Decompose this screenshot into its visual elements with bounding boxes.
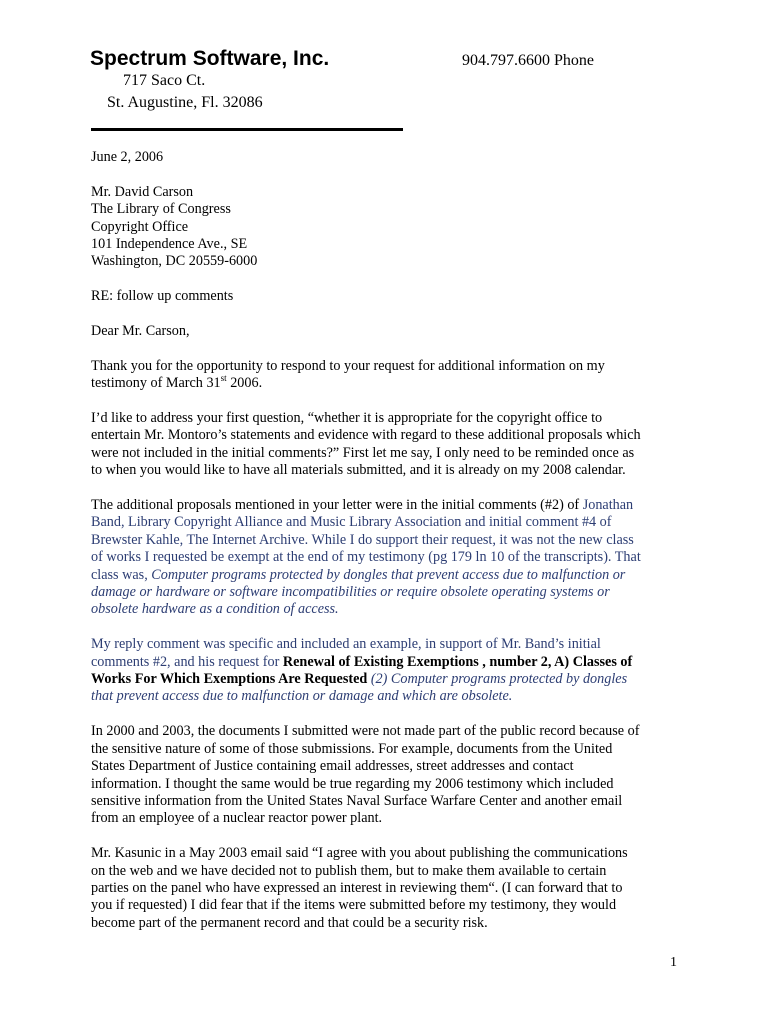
text-run-bold: Works For Which Exemptions Are Requested — [91, 671, 368, 688]
subject-text: RE: follow up comments — [91, 288, 234, 305]
subject-line — [91, 288, 691, 305]
paragraph-5 — [91, 723, 691, 827]
paragraph-line: sensitive information from the United States Naval Surface Warfare Center and another email — [91, 792, 623, 809]
paragraph-line — [91, 671, 691, 688]
paragraph-line: become part of the permanent record and that could be a security risk. — [91, 914, 488, 931]
text-run: comments #2, and his request for — [91, 653, 283, 670]
paragraph-line: My reply comment was specific and included an example, in support of Mr. Band’s initial — [91, 636, 601, 653]
paragraph-line: of works I requested be exempt at the end of my testimony (pg 179 ln 10 of the transcripts). That — [91, 549, 641, 566]
paragraph-line: information. I thought the same would be true regarding my 2006 testimony which included — [91, 775, 614, 792]
letter-date — [91, 149, 691, 166]
recipient-block — [91, 184, 691, 271]
paragraph-6 — [91, 845, 691, 932]
text-run-italic: (2) Computer programs protected by dongles — [367, 671, 628, 688]
paragraph-line: the sensitive nature of some of those submissions. For example, documents from the United — [91, 740, 613, 757]
page-number: 1 — [670, 955, 677, 970]
recipient-line: Copyright Office — [91, 218, 189, 235]
paragraph-line: that prevent access due to malfunction or damage and which are obsolete. — [91, 688, 513, 705]
paragraph-2 — [91, 410, 691, 480]
paragraph-line: parties on the panel who have expressed an interest in reviewing them“. (I can forward that to — [91, 879, 623, 896]
salutation-text: Dear Mr. Carson, — [91, 323, 190, 340]
paragraph-3 — [91, 497, 691, 619]
salutation — [91, 323, 691, 340]
paragraph-line: obsolete hardware as a condition of access. — [91, 601, 339, 618]
paragraph-line: States Department of Justice containing email addresses, street addresses and contact — [91, 758, 574, 775]
paragraph-line: entertain Mr. Montoro’s statements and evidence with regard to these additional proposals which — [91, 427, 641, 444]
paragraph-line: In 2000 and 2003, the documents I submitted were not made part of the public record because of — [91, 723, 640, 740]
paragraph-line: on the web and we have decided not to publish them, but to make them available to certain — [91, 862, 607, 879]
company-phone: 904.797.6600 Phone — [462, 52, 594, 69]
text-run: testimony of March 31 — [91, 375, 221, 392]
paragraph-line: I’d like to address your first question, “whether it is appropriate for the copyright office to — [91, 410, 603, 427]
paragraph-line — [91, 654, 691, 671]
recipient-line: Washington, DC 20559-6000 — [91, 253, 258, 270]
company-address-line2: St. Augustine, Fl. 32086 — [107, 94, 263, 111]
paragraph-line: damage or hardware or software incompatibilities or require obsolete operating systems or — [91, 584, 610, 601]
paragraph-line: from an employee of a nuclear reactor power plant. — [91, 810, 383, 827]
paragraph-line — [91, 567, 691, 584]
paragraph-1 — [91, 358, 691, 393]
paragraph-line: were not included in the initial comments?” First let me say, I only need to be reminded once as — [91, 444, 635, 461]
company-name: Spectrum Software, Inc. — [90, 47, 330, 70]
text-run: The additional proposals mentioned in your letter were in the initial comments (#2) of — [91, 497, 583, 514]
paragraph-line: Thank you for the opportunity to respond to your request for additional information on my — [91, 357, 605, 374]
text-run-bold: Renewal of Existing Exemptions , number 2, A) Classes of — [282, 653, 633, 670]
paragraph-line: Band, Library Copyright Alliance and Music Library Association and initial comment #4 of — [91, 514, 612, 531]
text-run: 2006. — [226, 375, 263, 392]
paragraph-4 — [91, 636, 691, 706]
date-text: June 2, 2006 — [91, 149, 164, 165]
recipient-line: The Library of Congress — [91, 201, 231, 218]
paragraph-line: you if requested) I did fear that if the items were submitted before my testimony, they would — [91, 897, 617, 914]
company-address-line1: 717 Saco Ct. — [123, 72, 206, 89]
recipient-line: 101 Independence Ave., SE — [91, 236, 248, 253]
paragraph-line: Brewster Kahle, The Internet Archive. While I do support their request, it was not the new class — [91, 531, 634, 548]
recipient-line: Mr. David Carson — [91, 183, 194, 200]
paragraph-line: to when you would like to have all materials submitted, and it is already on my 2008 calendar. — [91, 462, 626, 479]
text-run-blue: Jonathan — [582, 497, 634, 514]
paragraph-line — [91, 497, 691, 514]
superscript: st — [220, 373, 227, 384]
letterhead-rule — [91, 128, 403, 131]
paragraph-line — [91, 375, 691, 392]
paragraph-line: Mr. Kasunic in a May 2003 email said “I agree with you about publishing the communications — [91, 845, 628, 862]
text-run: class was, — [91, 566, 152, 583]
letter-body — [91, 149, 691, 932]
text-run-italic: Computer programs protected by dongles that prevent access due to malfunction or — [151, 566, 626, 583]
